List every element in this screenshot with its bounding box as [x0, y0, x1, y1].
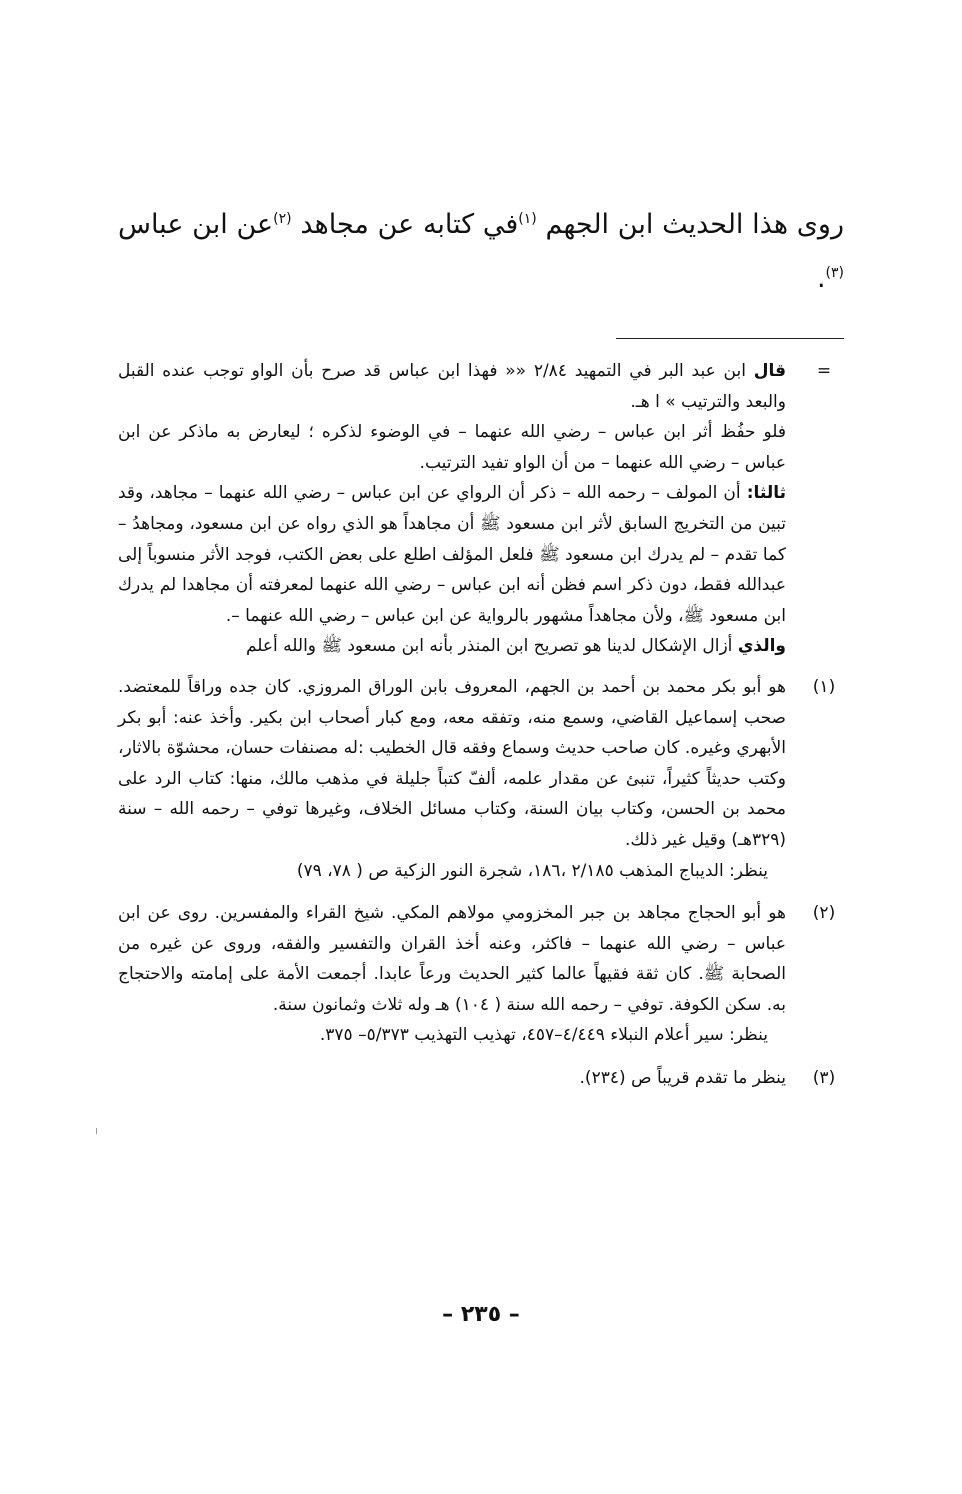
main-text-part-4: . [816, 263, 826, 294]
footnote-1 [118, 672, 844, 886]
main-text [118, 198, 844, 306]
footnote-ref-1: (١) [518, 211, 537, 227]
page-number: – ٢٣٥ – [442, 1302, 520, 1327]
footnote-continuation [118, 356, 844, 662]
continuation-paragraph-3 [118, 478, 786, 631]
continuation-paragraph-1 [118, 356, 786, 417]
continuation-paragraph-4 [118, 631, 786, 662]
main-text-part-1: روى هذا الحديث ابن الجهم [536, 209, 844, 240]
footnote-1-text: هو أبو بكر محمد بن أحمد بن الجهم، المعروف بابن الوراق المروزي. كان جده وراقاً للمعتضد. صحب إسماعيل القاضي، وسمع منه، وتفقه معه، ومع كبار أصحاب ابن بكير. وأخذ عنه: أبو بكر الأبهري وغيره. كان صاحب حديث وسماع وفقه قال الخطيب :له مصنفات حسان، محشوّة بالاثار، وكتب حديثاً كثيراً، تنبئ عن مقدار علمه، ألفّ كتباً جليلة في مذهب مالك، منها: كتاب الرد على محمد بن الحسن، وكتاب بيان السنة، وكتاب مسائل الخلاف، وغيرها توفي – رحمه الله – سنة (٣٢٩هـ) وقيل غير ذلك. [118, 676, 786, 850]
scan-artifact [96, 1128, 97, 1134]
footnote-3-marker: (٣) [812, 1068, 836, 1089]
continuation-lead-1: قال [753, 361, 786, 381]
footnote-2-marker: (٢) [812, 903, 836, 924]
main-paragraph [118, 198, 844, 306]
continuation-marker: = [816, 361, 832, 381]
footnote-2 [118, 898, 844, 1051]
footnote-ref-3: (٣) [825, 265, 844, 281]
footnote-2-reference: ينظر: سير أعلام النبلاء ٤/٤٤٩–٤٥٧، تهذيب التهذيب ٥/٣٧٣– ٣٧٥. [319, 1025, 768, 1046]
footnote-3-text: ينظر ما تقدم قريباً ص (٢٣٤). [579, 1068, 786, 1089]
continuation-text-4: أزال الإشكال لدينا هو تصريح ابن المنذر بأنه ابن مسعود ﷺ والله أعلم [245, 636, 738, 657]
footnote-2-text: هو أبو الحجاج مجاهد بن جبر المخزومي مولاهم المكي. شيخ القراء والمفسرين. روى عن ابن عباس – رضي الله عنهما – فاكثر، وعنه أخذ القران والتفسير والفقه، وروى عن غيره من الصحابة ﷺ. كان ثقة فقيهاً عالما كثير الحديث ورعاً عابدا. أجمعت الأمة على إمامته والاحتجاج به. سكن الكوفة. توفي – رحمه الله سنة ( ١٠٤) هـ وله ثلاث وثمانون سنة. [118, 903, 786, 1015]
footnote-ref-2: (٢) [273, 211, 292, 227]
footnote-separator [616, 338, 844, 339]
continuation-lead-4: والذي [737, 636, 786, 657]
footnote-3 [118, 1063, 844, 1094]
continuation-text-3: أن المولف – رحمه الله – ذكر أن الرواي عن ابن عباس – رضي الله عنهما – مجاهد، وقد تبين من التخريج السابق لأثر ابن مسعود ﷺ أن مجاهداً هو الذي رواه عن ابن مسعود، ومجاهدُ – كما تقدم – لم يدرك ابن مسعود ﷺ فلعل المؤلف اطلع على بعض الكتب، فوجد الأثر منسوباً إلى عبدالله فقط، دون ذكر اسم فظن أنه ابن عباس – رضي الله عنهما لمعرفته أن مجاهدا لم يدرك ابن مسعود ﷺ، ولأن مجاهداً مشهور بالرواية عن ابن عباس – رضي الله عنهما –. [118, 483, 786, 626]
continuation-text-1: ابن عبد البر في التمهيد ٢/٨٤ «« فهذا ابن عباس قد صرح بأن الواو توجب عنده القبل والبعد والترتيب » ا هـ. [118, 361, 786, 412]
main-text-part-3: عن ابن عباس [118, 209, 274, 240]
main-text-part-2: في كتابه عن مجاهد [291, 209, 519, 240]
footnote-1-reference: ينظر: الديباج المذهب ٢/١٨٥ ،١٨٦، شجرة النور الزكية ص ( ٧٨، ٧٩) [296, 860, 768, 881]
continuation-lead-3: ثالثا: [746, 483, 786, 504]
footnote-1-marker: (١) [812, 676, 836, 697]
footnotes-section [118, 356, 844, 1094]
continuation-paragraph-2: فلو حفُظ أثر ابن عباس – رضي الله عنهما – في الوضوء لذكره ؛ ليعارض به ماذكر عن ابن عباس – رضي الله عنهما – من أن الواو تفيد الترتيب. [118, 422, 786, 473]
